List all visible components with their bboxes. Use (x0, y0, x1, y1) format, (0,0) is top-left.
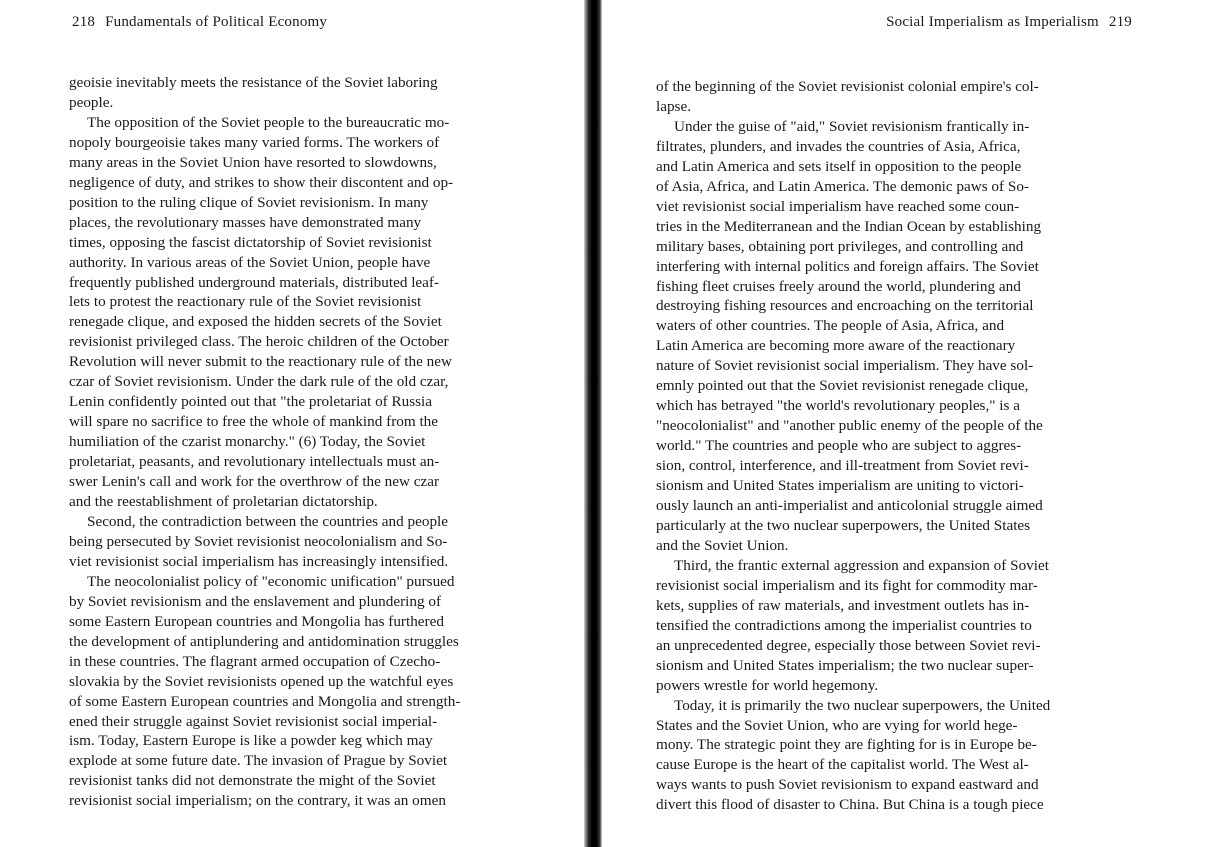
text-line: of the beginning of the Soviet revisionist colonial empire's col- (656, 78, 1039, 95)
left-body-text (69, 73, 555, 811)
text-line: sionism and United States imperialism are uniting to victori- (656, 477, 1024, 495)
right-body-text (656, 77, 1140, 815)
text-line: ism. Today, Eastern Europe is like a powder keg which may (69, 732, 433, 750)
text-line: frequently published underground materials, distributed leaf- (69, 273, 440, 291)
text-line: viet revisionist social imperialism has increasingly intensified. (69, 552, 449, 570)
text-line: world." The countries and people who are subject to aggres- (656, 437, 1022, 455)
text-line: slovakia by the Soviet revisionists opened up the watchful eyes (69, 672, 454, 690)
text-line: revisionist tanks did not demonstrate the might of the Soviet (69, 772, 436, 790)
text-line: ways wants to push Soviet revisionism to expand eastward and (656, 776, 1039, 794)
text-line: The neocolonialist policy of "economic unification" pursued (87, 572, 455, 590)
text-line: many areas in the Soviet Union have resorted to slowdowns, (69, 153, 437, 171)
text-line: of some Eastern European countries and Mongolia and strength- (69, 692, 461, 710)
text-line: geoisie inevitably meets the resistance of the Soviet laboring (69, 74, 438, 91)
text-line: filtrates, plunders, and invades the countries of Asia, Africa, (656, 137, 1021, 155)
text-line: Lenin confidently pointed out that "the proletariat of Russia (69, 393, 433, 411)
text-line: some Eastern European countries and Mongolia has furthered (69, 612, 444, 630)
left-running-head-title: Fundamentals of Political Economy (105, 14, 328, 30)
text-line: Third, the frantic external aggression and expansion of Soviet (674, 556, 1049, 574)
text-line: humiliation of the czarist monarchy." (6) Today, the Soviet (69, 433, 426, 451)
text-line: sionism and United States imperialism; the two nuclear super- (656, 656, 1034, 674)
text-line: particularly at the two nuclear superpowers, the United States (656, 516, 1031, 534)
text-line: places, the revolutionary masses have demonstrated many (69, 213, 422, 231)
right-page (600, 0, 1206, 847)
text-line: The opposition of the Soviet people to the bureaucratic mo- (87, 113, 450, 131)
text-line: negligence of duty, and strikes to show their discontent and op- (69, 173, 454, 191)
text-line: swer Lenin's call and work for the overthrow of the new czar (69, 473, 440, 491)
text-line: which has betrayed "the world's revolutionary peoples," is a (656, 397, 1020, 415)
text-line: revisionist privileged class. The heroic children of the October (69, 333, 449, 351)
left-page-number: 218 (72, 14, 96, 30)
text-line: tensified the contradictions among the imperialist countries to (656, 616, 1032, 634)
text-line: ened their struggle against Soviet revisionist social imperial- (69, 712, 438, 730)
text-line: revisionist social imperialism and its fight for commodity mar- (656, 576, 1038, 594)
text-line: nature of Soviet revisionist social imperialism. They have sol- (656, 357, 1034, 375)
text-line: position to the ruling clique of Soviet revisionism. In many (69, 193, 429, 211)
text-line: viet revisionist social imperialism have reached some coun- (656, 197, 1020, 215)
text-line: military bases, obtaining port privileges, and controlling and (656, 237, 1024, 255)
text-line: by Soviet revisionism and the enslavement and plundering of (69, 592, 442, 610)
text-line: lapse. (656, 97, 692, 115)
left-page (0, 0, 585, 847)
left-running-head (72, 14, 327, 31)
text-line: divert this flood of disaster to China. But China is a tough piece (656, 796, 1044, 814)
right-running-head (886, 14, 1132, 31)
text-line: interfering with internal politics and foreign affairs. The Soviet (656, 257, 1039, 275)
text-line: mony. The strategic point they are fighting for is in Europe be- (656, 736, 1037, 754)
text-line: Latin America are becoming more aware of the reactionary (656, 337, 1016, 355)
text-line: renegade clique, and exposed the hidden secrets of the Soviet (69, 313, 442, 331)
text-line: lets to protest the reactionary rule of the Soviet revisionist (69, 293, 422, 311)
text-line: the development of antiplundering and antidomination struggles (69, 632, 459, 650)
text-line: Second, the contradiction between the countries and people (87, 512, 448, 530)
text-line: times, opposing the fascist dictatorship of Soviet revisionist (69, 233, 432, 251)
text-line: in these countries. The flagrant armed occupation of Czecho- (69, 652, 441, 670)
text-line: powers wrestle for world hegemony. (656, 676, 879, 694)
text-line: tries in the Mediterranean and the Indian Ocean by establishing (656, 217, 1042, 235)
text-line: kets, supplies of raw materials, and investment outlets has in- (656, 596, 1030, 614)
text-line: "neocolonialist" and "another public enemy of the people of the (656, 417, 1043, 435)
text-line: explode at some future date. The invasion of Prague by Soviet (69, 752, 448, 770)
text-line: will spare no sacrifice to free the whole of mankind from the (69, 413, 439, 431)
text-line: authority. In various areas of the Soviet Union, people have (69, 253, 431, 271)
text-line: cause Europe is the heart of the capitalist world. The West al- (656, 756, 1029, 774)
text-line: Under the guise of "aid," Soviet revisionism frantically in- (674, 117, 1030, 135)
text-line: sion, control, interference, and ill-treatment from Soviet revi- (656, 457, 1029, 475)
text-line: waters of other countries. The people of Asia, Africa, and (656, 317, 1005, 335)
right-page-number: 219 (1108, 14, 1132, 30)
text-line: and the reestablishment of proletarian dictatorship. (69, 493, 378, 511)
text-line: States and the Soviet Union, who are vying for world hege- (656, 716, 1018, 734)
text-line: nopoly bourgeoisie takes many varied forms. The workers of (69, 133, 440, 151)
text-line: and Latin America and sets itself in opposition to the people (656, 157, 1022, 175)
text-line: Today, it is primarily the two nuclear superpowers, the United (674, 696, 1051, 714)
right-running-head-title: Social Imperialism as Imperialism (886, 14, 1099, 30)
text-line: and the Soviet Union. (656, 536, 789, 554)
text-line: Revolution will never submit to the reactionary rule of the new (69, 353, 452, 371)
text-line: of Asia, Africa, and Latin America. The demonic paws of So- (656, 177, 1029, 195)
text-line: an unprecedented degree, especially those between Soviet revi- (656, 636, 1041, 654)
text-line: destroying fishing resources and encroaching on the territorial (656, 297, 1034, 315)
text-line: people. (69, 93, 114, 111)
text-line: being persecuted by Soviet revisionist neocolonialism and So- (69, 532, 448, 550)
text-line: fishing fleet cruises freely around the world, plundering and (656, 277, 1021, 295)
text-line: ously launch an anti-imperialist and anticolonial struggle aimed (656, 497, 1043, 515)
text-line: proletariat, peasants, and revolutionary intellectuals must an- (69, 453, 440, 471)
text-line: czar of Soviet revisionism. Under the dark rule of the old czar, (69, 373, 449, 391)
text-line: emnly pointed out that the Soviet revisionist renegade clique, (656, 377, 1029, 395)
text-line: revisionist social imperialism; on the contrary, it was an omen (69, 792, 446, 810)
